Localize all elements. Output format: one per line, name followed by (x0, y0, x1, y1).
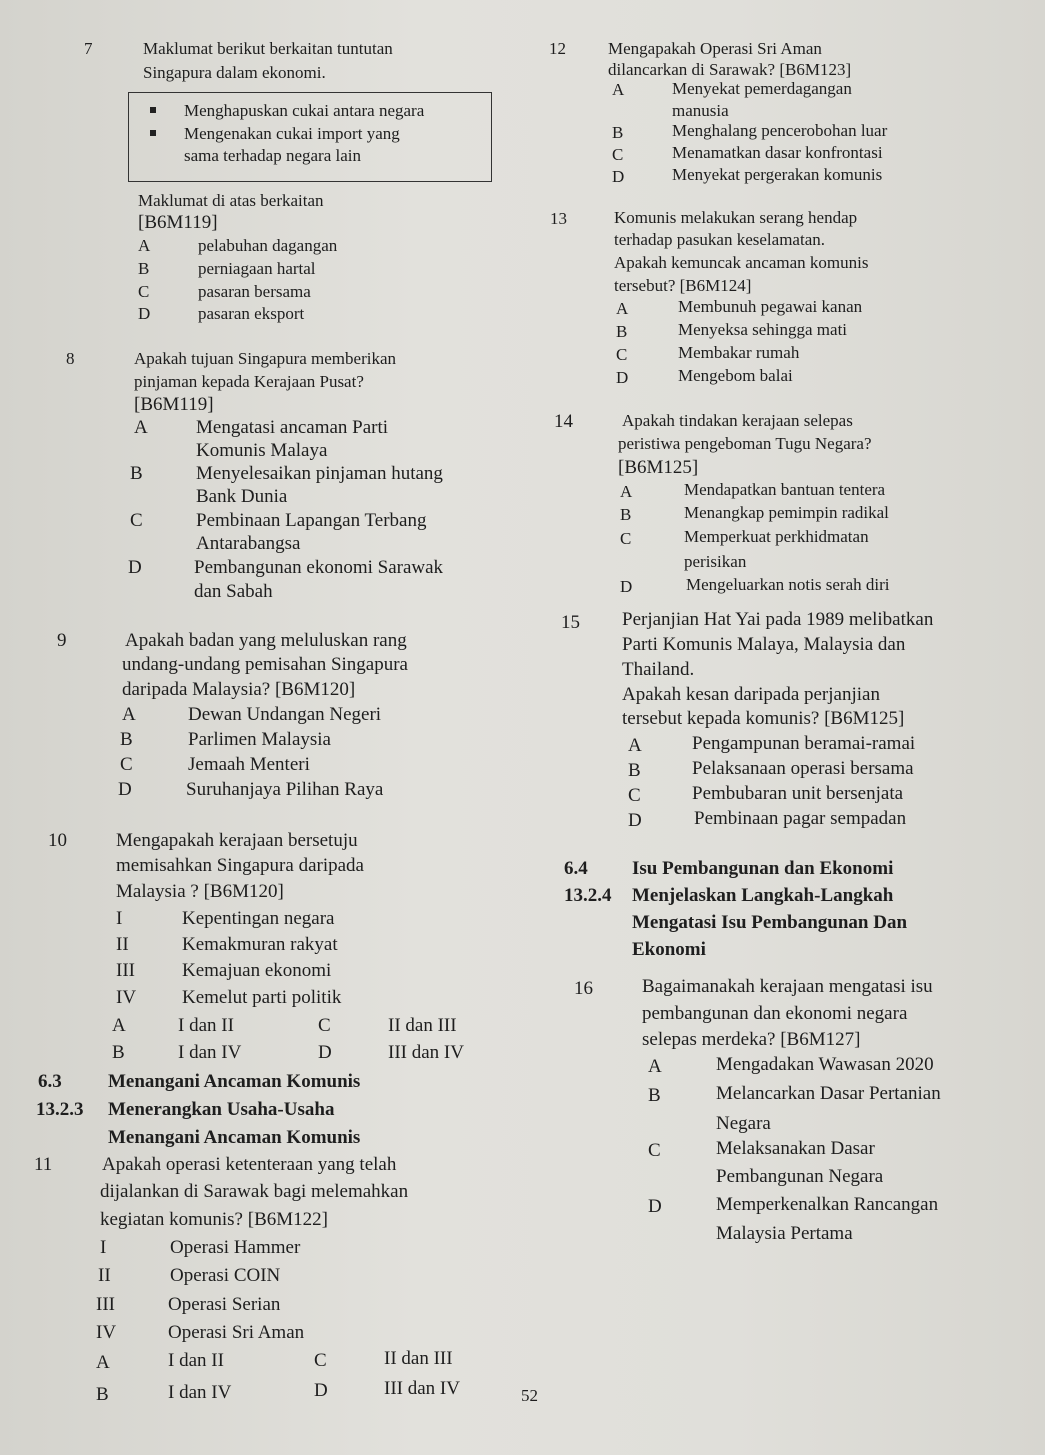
q9-line2: undang-undang pemisahan Singapura (122, 654, 408, 675)
q16-letter-b: B (648, 1085, 661, 1106)
q7-line1: Maklumat berikut berkaitan tuntutan (143, 39, 393, 58)
q8-line1: Apakah tujuan Singapura memberikan (134, 349, 397, 368)
q13-option-c: Membakar rumah (678, 343, 800, 362)
q14-option-a: Mendapatkan bantuan tentera (684, 480, 886, 499)
q11-letter-d: D (314, 1380, 328, 1401)
q16-line2: pembangunan dan ekonomi negara (642, 1003, 908, 1024)
q8-option-c2: Antarabangsa (196, 533, 301, 554)
q11-item-i: Operasi Hammer (170, 1237, 301, 1258)
q10-letter-d: D (318, 1042, 332, 1063)
q16-line3: selepas merdeka? [B6M127] (642, 1029, 861, 1050)
q7-number: 7 (84, 39, 93, 58)
q13-letter-c: C (616, 345, 628, 364)
q8-code: [B6M119] (134, 394, 214, 415)
subsection-number: 13.2.4 (564, 885, 612, 906)
q15-option-c: Pembubaran unit bersenjata (692, 783, 904, 804)
q16-option-c2: Pembangunan Negara (716, 1166, 884, 1187)
q12-option-c: Menamatkan dasar konfrontasi (672, 143, 883, 162)
q14-option-b: Menangkap pemimpin radikal (684, 503, 889, 522)
q8-number: 8 (66, 349, 75, 368)
q16-option-b2: Negara (716, 1113, 771, 1134)
q10-item-ii: Kemakmuran rakyat (182, 934, 338, 955)
q13-line1: Komunis melakukan serang hendap (614, 208, 858, 227)
q12-letter-c: C (612, 145, 624, 164)
q14-option-c2: perisikan (684, 552, 747, 571)
q16-letter-c: C (648, 1140, 661, 1161)
subsection-title-line1: Menjelaskan Langkah-Langkah (632, 885, 894, 906)
q9-option-a: Dewan Undangan Negeri (188, 704, 382, 725)
q7-letter-a: A (138, 236, 151, 255)
section-title: Menangani Ancaman Komunis (108, 1071, 361, 1092)
q9-option-c: Jemaah Menteri (188, 754, 310, 775)
q8-option-c1: Pembinaan Lapangan Terbang (196, 510, 427, 531)
q10-option-d: III dan IV (388, 1042, 464, 1063)
q7-option-b: perniagaan hartal (198, 259, 316, 278)
q14-letter-b: B (620, 505, 632, 524)
q11-roman-iv: IV (96, 1322, 117, 1343)
bullet-icon (150, 107, 156, 113)
q15-letter-c: C (628, 785, 641, 806)
q7-letter-d: D (138, 304, 151, 323)
q16-option-d2: Malaysia Pertama (716, 1223, 853, 1244)
q13-option-d: Mengebom balai (678, 366, 793, 385)
q14-line1: Apakah tindakan kerajaan selepas (622, 411, 853, 430)
subsection-title-line3: Ekonomi (632, 939, 706, 960)
section-title: Isu Pembangunan dan Ekonomi (632, 858, 894, 879)
q9-letter-d: D (118, 779, 132, 800)
q12-letter-d: D (612, 167, 625, 186)
section-number: 6.4 (564, 858, 588, 879)
q11-option-a: I dan II (168, 1350, 224, 1371)
q11-item-ii: Operasi COIN (170, 1265, 281, 1286)
q9-line3: daripada Malaysia? [B6M120] (122, 679, 356, 700)
q11-line1: Apakah operasi ketenteraan yang telah (102, 1154, 397, 1175)
q11-roman-iii: III (96, 1294, 115, 1315)
q10-line2: memisahkan Singapura daripada (116, 855, 364, 876)
q12-option-b: Menghalang pencerobohan luar (672, 121, 888, 140)
q11-item-iv: Operasi Sri Aman (168, 1322, 305, 1343)
bullet-icon (150, 130, 156, 136)
q16-option-d1: Memperkenalkan Rancangan (716, 1194, 939, 1215)
q8-letter-c: C (130, 510, 143, 531)
q13-line4: tersebut? [B6M124] (614, 276, 752, 295)
q10-option-b: I dan IV (178, 1042, 242, 1063)
q16-number: 16 (574, 978, 593, 999)
q12-option-a2: manusia (672, 101, 729, 120)
q16-line1: Bagaimanakah kerajaan mengatasi isu (642, 976, 933, 997)
q16-letter-a: A (648, 1056, 662, 1077)
q7-box-item2a: Mengenakan cukai import yang (184, 124, 400, 143)
q12-letter-b: B (612, 123, 624, 142)
q10-item-iii: Kemajuan ekonomi (182, 960, 332, 981)
q12-line1: Mengapakah Operasi Sri Aman (608, 39, 822, 58)
q15-letter-b: B (628, 760, 641, 781)
q7-box-item2b: sama terhadap negara lain (184, 146, 361, 165)
q8-option-b2: Bank Dunia (196, 486, 288, 507)
q11-roman-i: I (100, 1237, 107, 1258)
q8-letter-d: D (128, 557, 142, 578)
q16-option-c1: Melaksanakan Dasar (716, 1138, 875, 1159)
q15-letter-d: D (628, 810, 642, 831)
q11-option-d: III dan IV (384, 1378, 460, 1399)
q13-line3: Apakah kemuncak ancaman komunis (614, 253, 869, 272)
q13-option-a: Membunuh pegawai kanan (678, 297, 863, 316)
q13-number: 13 (550, 209, 567, 228)
subsection-number: 13.2.3 (36, 1099, 84, 1120)
q15-line4: Apakah kesan daripada perjanjian (622, 684, 880, 705)
q8-letter-a: A (134, 417, 148, 438)
q11-option-b: I dan IV (168, 1382, 232, 1403)
q7-letter-c: C (138, 282, 150, 301)
q10-roman-iii: III (116, 960, 135, 981)
q8-option-d2: dan Sabah (194, 581, 273, 602)
q12-letter-a: A (612, 80, 625, 99)
q14-option-c1: Memperkuat perkhidmatan (684, 527, 869, 546)
q16-option-a: Mengadakan Wawasan 2020 (716, 1054, 934, 1075)
q13-letter-d: D (616, 368, 629, 387)
q14-option-d: Mengeluarkan notis serah diri (686, 575, 890, 594)
section-number: 6.3 (38, 1071, 62, 1092)
q10-letter-b: B (112, 1042, 125, 1063)
q9-number: 9 (57, 630, 67, 651)
q10-line3: Malaysia ? [B6M120] (116, 881, 284, 902)
q10-line1: Mengapakah kerajaan bersetuju (116, 830, 358, 851)
q9-letter-c: C (120, 754, 133, 775)
q7-line2: Singapura dalam ekonomi. (143, 63, 326, 82)
q15-number: 15 (561, 612, 580, 633)
q7-code: [B6M119] (138, 212, 218, 233)
subsection-title-line1: Menerangkan Usaha-Usaha (108, 1099, 335, 1120)
q7-option-a: pelabuhan dagangan (198, 236, 338, 255)
q11-line3: kegiatan komunis? [B6M122] (100, 1209, 328, 1230)
q11-letter-a: A (96, 1352, 110, 1373)
q11-letter-c: C (314, 1350, 327, 1371)
q12-option-a1: Menyekat pemerdagangan (672, 79, 852, 98)
q11-letter-b: B (96, 1384, 109, 1405)
q15-line2: Parti Komunis Malaya, Malaysia dan (622, 634, 906, 655)
subsection-title-line2: Mengatasi Isu Pembangunan Dan (632, 912, 908, 933)
q15-option-a: Pengampunan beramai-ramai (692, 733, 916, 754)
q14-code: [B6M125] (618, 457, 699, 478)
q8-option-a2: Komunis Malaya (196, 440, 328, 461)
q9-line1: Apakah badan yang meluluskan rang (125, 630, 407, 651)
q9-option-b: Parlimen Malaysia (188, 729, 331, 750)
q9-letter-b: B (120, 729, 133, 750)
q10-letter-a: A (112, 1015, 126, 1036)
q13-option-b: Menyeksa sehingga mati (678, 320, 848, 339)
q11-roman-ii: II (98, 1265, 111, 1286)
q14-line2: peristiwa pengeboman Tugu Negara? (618, 434, 872, 453)
q10-roman-i: I (116, 908, 123, 929)
q10-item-iv: Kemelut parti politik (182, 987, 342, 1008)
q15-line5: tersebut kepada komunis? [B6M125] (622, 708, 905, 729)
q14-letter-a: A (620, 482, 633, 501)
q10-letter-c: C (318, 1015, 331, 1036)
q15-line3: Thailand. (622, 659, 695, 680)
q10-number: 10 (48, 830, 67, 851)
q13-letter-a: A (616, 299, 629, 318)
q15-letter-a: A (628, 735, 642, 756)
q9-option-d: Suruhanjaya Pilihan Raya (186, 779, 384, 800)
q14-letter-d: D (620, 577, 633, 596)
q8-line2: pinjaman kepada Kerajaan Pusat? (134, 372, 364, 391)
q16-option-b1: Melancarkan Dasar Pertanian (716, 1083, 941, 1104)
q7-option-c: pasaran bersama (198, 282, 311, 301)
q8-option-b1: Menyelesaikan pinjaman hutang (196, 463, 443, 484)
q11-number: 11 (34, 1154, 53, 1175)
q11-option-c: II dan III (384, 1348, 453, 1369)
q15-option-d: Pembinaan pagar sempadan (694, 808, 907, 829)
q8-option-a1: Mengatasi ancaman Parti (196, 417, 389, 438)
q13-line2: terhadap pasukan keselamatan. (614, 230, 825, 249)
q11-item-iii: Operasi Serian (168, 1294, 281, 1315)
q12-option-d: Menyekat pergerakan komunis (672, 165, 883, 184)
q10-roman-ii: II (116, 934, 129, 955)
q8-option-d1: Pembangunan ekonomi Sarawak (194, 557, 444, 578)
q8-letter-b: B (130, 463, 143, 484)
q16-letter-d: D (648, 1196, 662, 1217)
q10-option-a: I dan II (178, 1015, 234, 1036)
q7-option-d: pasaran eksport (198, 304, 305, 323)
page-number: 52 (521, 1386, 538, 1405)
subsection-title-line2: Menangani Ancaman Komunis (108, 1127, 361, 1148)
q10-item-i: Kepentingan negara (182, 908, 335, 929)
q13-letter-b: B (616, 322, 628, 341)
q15-option-b: Pelaksanaan operasi bersama (692, 758, 914, 779)
q9-letter-a: A (122, 704, 136, 725)
q14-number: 14 (554, 411, 573, 432)
q10-roman-iv: IV (116, 987, 137, 1008)
q7-box-item1: Menghapuskan cukai antara negara (184, 101, 425, 120)
q7-stem: Maklumat di atas berkaitan (138, 191, 324, 210)
q7-letter-b: B (138, 259, 150, 278)
q12-line2: dilancarkan di Sarawak? [B6M123] (608, 60, 852, 79)
q14-letter-c: C (620, 529, 632, 548)
q15-line1: Perjanjian Hat Yai pada 1989 melibatkan (622, 609, 934, 630)
q12-number: 12 (549, 39, 566, 58)
q10-option-c: II dan III (388, 1015, 457, 1036)
q11-line2: dijalankan di Sarawak bagi melemahkan (100, 1181, 409, 1202)
